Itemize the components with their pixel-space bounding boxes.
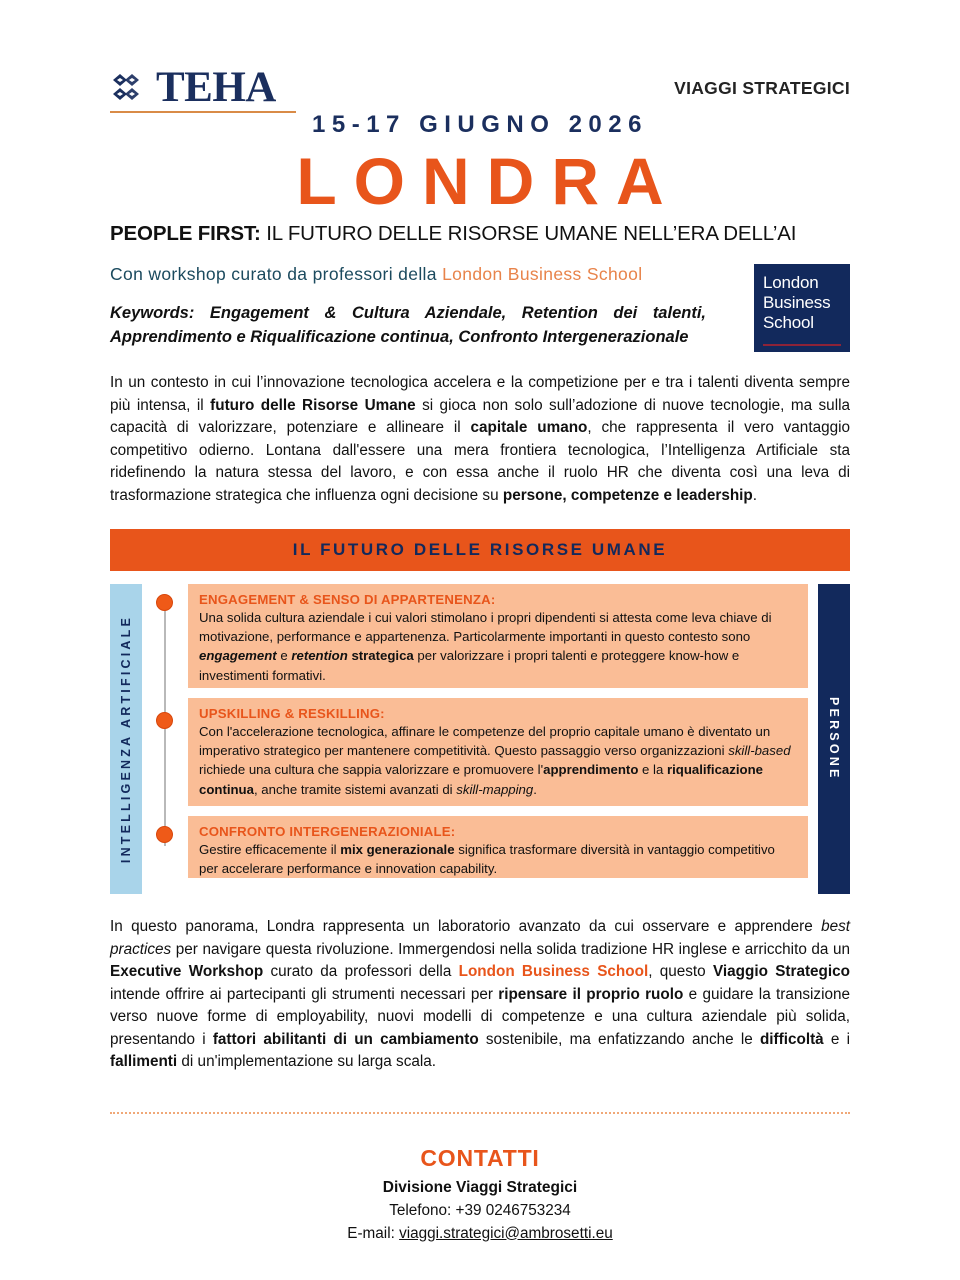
contacts-phone-row (110, 1202, 850, 1220)
section-banner: IL FUTURO DELLE RISORSE UMANE (110, 529, 850, 571)
card-bold-2: riqualificazione continua (199, 762, 763, 797)
intro-bold-1: futuro delle Risorse Umane (210, 396, 416, 414)
closing-bold-3: ripensare il proprio ruolo (498, 985, 684, 1003)
diagram-right-axis-label: PERSONE (827, 697, 841, 781)
card-bold-1: apprendimento (543, 762, 639, 778)
workshop-prefix: Con workshop curato da professori della (110, 264, 443, 285)
intro-bold-3: persone, competenze e leadership (502, 486, 753, 504)
closing-text-4: , questo (648, 963, 713, 981)
header-division-label: VIAGGI STRATEGICI (674, 78, 850, 98)
closing-text-1: In questo panorama, Londra rappresenta un laboratorio avanzato da cui osservare e apprendere (110, 918, 822, 936)
card-text-5: . (533, 781, 537, 797)
closing-text-5: intende offrire ai partecipanti gli strumenti necessari per (110, 985, 499, 1003)
closing-text-6: e guidare la transizione verso nuove forme di employability, nuovi modelli di competenze e una cultura aziendale più solida, presentando i (110, 985, 850, 1048)
subtitle-lead: PEOPLE FIRST: (110, 222, 261, 246)
card-title: UPSKILLING & RESKILLING: (199, 706, 385, 722)
diagram-cards (188, 584, 808, 894)
closing-italic-1: best practices (110, 918, 850, 958)
closing-school-name: London Business School (458, 963, 649, 981)
timeline-dot-icon-3 (156, 826, 173, 843)
contacts-division: Divisione Viaggi Strategici (382, 1178, 578, 1196)
card-text-2: e (276, 648, 292, 664)
card-title: CONFRONTO INTERGENERAZIONIALE: (199, 824, 456, 840)
diagram-left-axis-label: INTELLIGENZA ARTIFICIALE (119, 615, 133, 864)
teha-clover-mark (110, 70, 150, 106)
card-bold-1: strategica (347, 648, 414, 664)
card-title: ENGAGEMENT & SENSO DI APPARTENENZA: (199, 592, 496, 608)
contacts-phone-label: Telefono: (389, 1201, 456, 1219)
diagram-card-intergenerational (188, 816, 808, 878)
event-city-title: LONDRA (296, 144, 681, 218)
london-business-school-logo (754, 264, 850, 352)
card-emph-1: engagement (199, 648, 277, 664)
card-text-2: significa trasformare diversità in vantaggio competitivo per accelerare performance e innovation capability. (199, 842, 775, 877)
event-subtitle (110, 222, 850, 246)
card-text-1: Una solida cultura aziendale i cui valori stimolano i propri dipendenti si attesta come leva chiave di motivazione, performance e appartenenza. Particolarmente importanti in questo contesto sono (199, 610, 772, 645)
card-bold-1: mix generazionale (340, 842, 455, 858)
timeline-dot-icon-1 (156, 594, 173, 611)
timeline-dot-icon-2 (156, 712, 173, 729)
card-text-4: , anche tramite sistemi avanzati di (253, 781, 457, 797)
workshop-block (110, 264, 850, 352)
card-body (199, 840, 797, 878)
card-text-3: e la (638, 762, 667, 778)
keywords-line: Keywords: Engagement & Cultura Aziendale, Retention dei talenti, Apprendimento e Riqualificazione continua, Confronto Intergenerazionale (110, 304, 706, 346)
document-header (110, 0, 850, 111)
contacts-email-link[interactable]: viaggi.strategici@ambrosetti.eu (399, 1224, 613, 1242)
intro-text-1: In un contesto in cui l’innovazione tecnologica accelera e la competizione per e tra i talenti diventa sempre più intensa, il (110, 374, 850, 414)
closing-text-3: curato da professori della (263, 963, 459, 981)
card-body (199, 722, 797, 799)
workshop-school-name: London Business School (442, 264, 643, 285)
intro-paragraph (110, 372, 850, 507)
hr-future-diagram (110, 584, 850, 894)
contacts-phone-value: +39 0246753234 (455, 1201, 571, 1219)
lbs-logo-line3: School (763, 313, 814, 333)
card-text-3: per valorizzare i propri talenti e proteggere know-how e investimenti formativi. (199, 648, 740, 683)
contacts-email-label: E-mail: (347, 1224, 400, 1242)
logo-underline (110, 111, 296, 114)
card-italic-2: skill-mapping (456, 781, 534, 797)
diagram-left-axis (110, 584, 142, 894)
event-dates: 15-17 GIUGNO 2026 (312, 111, 648, 138)
card-text-1: Gestire efficacemente il (199, 842, 341, 858)
card-body (199, 608, 797, 685)
closing-text-8: e i (823, 1030, 850, 1048)
closing-bold-5: difficoltà (759, 1030, 824, 1048)
contacts-section (110, 1145, 850, 1243)
logo-row (110, 64, 296, 111)
contacts-email-row (110, 1225, 850, 1243)
closing-bold-2: Viaggio Strategico (712, 963, 850, 981)
closing-text-2: per navigare questa rivoluzione. Immergendosi nella solida tradizione HR inglese e arricchito da un (171, 940, 850, 958)
diagram-timeline (142, 584, 188, 894)
card-emph-2: retention (291, 648, 348, 664)
contacts-title: CONTATTI (420, 1144, 540, 1171)
diagram-card-upskilling (188, 698, 808, 806)
closing-text-7: sostenibile, ma enfatizzando anche le (478, 1030, 760, 1048)
footer-divider (110, 1112, 850, 1114)
intro-bold-2: capitale umano (470, 419, 588, 437)
logo-wordmark: TEHA (156, 64, 276, 111)
card-text-1: Con l'accelerazione tecnologica, affinare le competenze del proprio capitale umano è diventato un imperativo strategico per mantenere competitività. Questo passaggio verso organizzazioni (199, 724, 771, 759)
subtitle-rest: IL FUTURO DELLE RISORSE UMANE NELL’ERA DELL’AI (260, 222, 797, 246)
closing-bold-6: fallimenti (110, 1053, 178, 1071)
diagram-right-axis (818, 584, 850, 894)
diagram-card-engagement (188, 584, 808, 688)
closing-paragraph (110, 916, 850, 1073)
intro-text-3: , che rappresenta il vero vantaggio competitivo odierno. Lontana dall'essere una mera frontiera tecnologica, l’Intelligenza Artificiale sta ridefinendo la natura stessa del lavoro, e con essa anche il ruolo HR che diventa così una leva di trasformazione strategica che influenza ogni decisione su (110, 419, 850, 504)
intro-text-2: si gioca non solo sull’adozione di nuove tecnologie, ma sulla capacità di valorizzare, potenziare e allineare il (110, 396, 850, 437)
card-text-2: richiede una cultura che sappia valorizzare e promuovere l' (199, 762, 544, 778)
workshop-line (110, 264, 710, 285)
intro-text-4: . (752, 486, 758, 504)
workshop-text-column (110, 264, 710, 349)
closing-text-9: di un'implementazione su larga scala. (177, 1053, 437, 1071)
card-italic-1: skill-based (728, 743, 791, 759)
teha-logo (110, 64, 296, 113)
closing-bold-4: fattori abilitanti di un cambiamento (212, 1030, 479, 1048)
closing-bold-1: Executive Workshop (110, 963, 264, 981)
lbs-logo-line2: Business (763, 293, 831, 313)
lbs-logo-line1: London (763, 273, 819, 293)
